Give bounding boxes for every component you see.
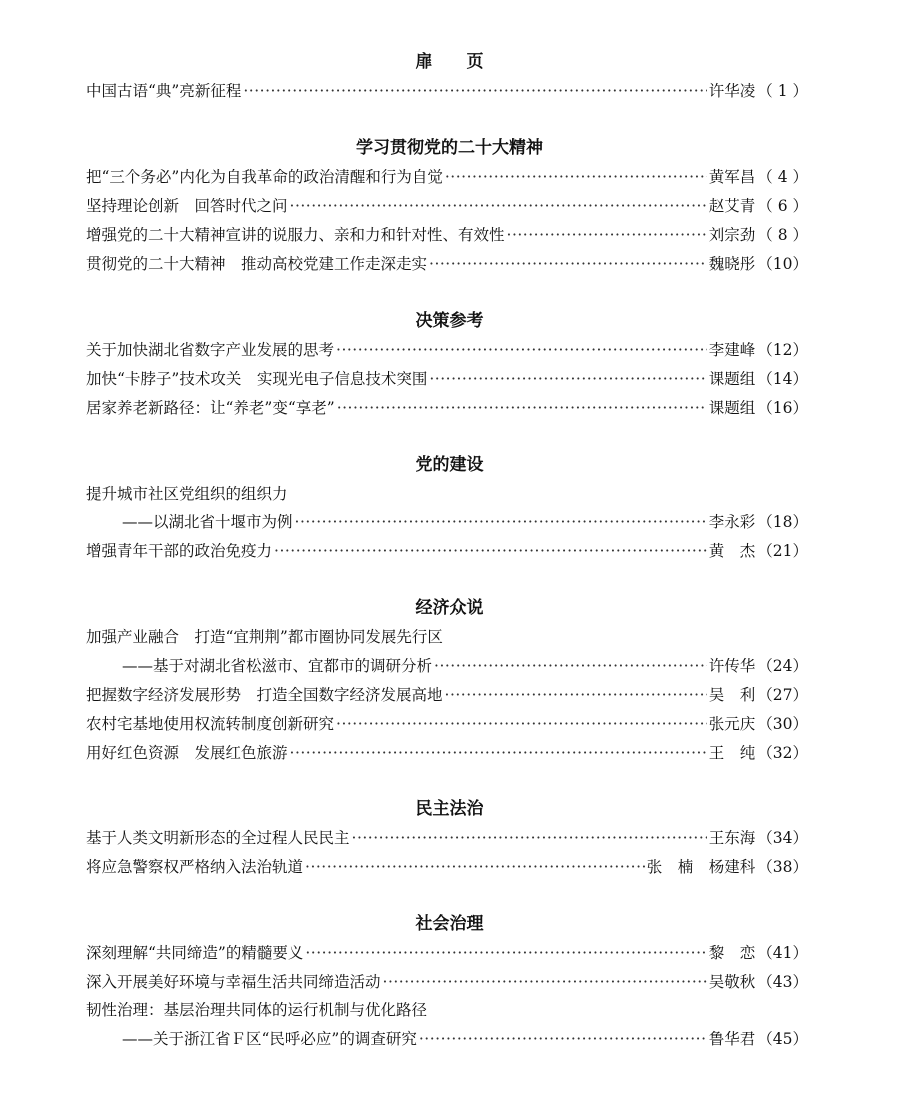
entry-author: 课题组 [708,399,756,417]
entry-author: 赵艾青 [708,197,756,215]
entry-page: （45） [757,1030,808,1048]
entry-subtitle: ——关于浙江省Ｆ区“民呼必应”的调查研究 [122,1030,417,1048]
dot-leader [290,193,707,219]
entry-page: （ 4 ） [757,168,808,186]
entry-author: 黄军昌 [708,168,756,186]
entry-author: 课题组 [708,370,756,388]
entry-title: 加快“卡脖子”技术攻关 实现光电子信息技术突围 [86,370,428,388]
entry-author: 黄 杰 [708,542,756,560]
entry-title: 贯彻党的二十大精神 推动高校党建工作走深走实 [86,255,428,273]
dot-leader [434,653,707,679]
entry-page: （32） [757,744,808,762]
section-title: 扉 页 [415,52,484,72]
dot-leader [429,251,707,277]
entry-author: 吴敬秋 [708,973,756,991]
dot-leader [352,825,707,851]
toc-entry[interactable] [86,538,808,564]
entry-page: （21） [757,542,808,560]
toc-entry[interactable] [86,366,808,392]
toc-entry[interactable] [86,193,808,219]
toc-entry[interactable] [86,395,808,421]
dot-leader [290,740,707,766]
entry-title: 中国古语“典”亮新征程 [86,82,242,100]
toc-entry[interactable] [86,740,808,766]
entry-page: （43） [757,973,808,991]
section-title: 学习贯彻党的二十大精神 [356,138,543,158]
section-title: 决策参考 [415,311,484,331]
entry-title-line1[interactable]: 韧性治理：基层治理共同体的运行机制与优化路径 [86,1001,428,1019]
entry-title-line1[interactable]: 加强产业融合 打造“宜荆荆”都市圈协同发展先行区 [86,628,443,646]
entry-author: 许华凌 [708,82,756,100]
entry-page: （ 8 ） [757,226,808,244]
toc-entry[interactable] [86,164,808,190]
entry-author: 王 纯 [708,744,756,762]
dot-leader [274,538,707,564]
entry-author: 黎 恋 [708,944,756,962]
entry-page: （30） [757,715,808,733]
toc-entry[interactable] [86,682,808,708]
entry-title: 深刻理解“共同缔造”的精髓要义 [86,944,304,962]
section-title: 经济众说 [415,598,484,618]
entry-title: 用好红色资源 发展红色旅游 [86,744,288,762]
entry-author: 张元庆 [708,715,756,733]
entry-page: （24） [757,657,808,675]
entry-title: 关于加快湖北省数字产业发展的思考 [86,341,335,359]
entry-page: （18） [757,513,808,531]
dot-leader [419,1026,707,1052]
toc-entry[interactable] [122,1026,808,1052]
toc-entry[interactable] [86,711,808,737]
entry-author: 吴 利 [708,686,756,704]
entry-title: 把握数字经济发展形势 打造全国数字经济发展高地 [86,686,443,704]
entry-page: （34） [757,829,808,847]
entry-page: （ 6 ） [757,197,808,215]
toc-entry[interactable] [86,222,808,248]
dot-leader [336,711,707,737]
dot-leader [445,682,707,708]
toc-entry[interactable] [86,337,808,363]
entry-page: （27） [757,686,808,704]
entry-author: 张 楠 杨建科 [646,858,756,876]
dot-leader [243,78,706,104]
entry-page: （10） [757,255,808,273]
toc-entry[interactable] [86,940,808,966]
section-title: 民主法治 [415,799,484,819]
toc-entry[interactable] [86,825,808,851]
entry-page: （16） [757,399,808,417]
section-title: 社会治理 [415,914,484,934]
dot-leader [295,509,707,535]
dot-leader [337,395,707,421]
entry-author: 李建峰 [708,341,756,359]
toc-entry[interactable] [86,854,808,880]
entry-title: 深入开展美好环境与幸福生活共同缔造活动 [86,973,381,991]
entry-page: （ 1 ） [757,82,808,100]
toc-entry[interactable] [122,653,808,679]
dot-leader [305,854,645,880]
entry-title: 基于人类文明新形态的全过程人民民主 [86,829,350,847]
dot-leader [429,366,706,392]
entry-page: （12） [757,341,808,359]
toc-entry[interactable] [86,251,808,277]
entry-title-line1[interactable]: 提升城市社区党组织的组织力 [86,485,288,503]
entry-title: 居家养老新路径：让“养老”变“享老” [86,399,335,417]
dot-leader [383,969,707,995]
entry-title: 把“三个务必”内化为自我革命的政治清醒和行为自觉 [86,168,443,186]
entry-title: 增强党的二十大精神宣讲的说服力、亲和力和针对性、有效性 [86,226,505,244]
section-title: 党的建设 [415,455,484,475]
dot-leader [305,940,706,966]
toc-entry[interactable] [86,78,808,104]
entry-title: 坚持理论创新 回答时代之问 [86,197,288,215]
toc-entry[interactable] [86,969,808,995]
entry-title: 增强青年干部的政治免疫力 [86,542,273,560]
dot-leader [336,337,707,363]
entry-subtitle: ——以湖北省十堰市为例 [122,513,293,531]
entry-page: （41） [757,944,808,962]
entry-title: 农村宅基地使用权流转制度创新研究 [86,715,335,733]
entry-subtitle: ——基于对湖北省松滋市、宜都市的调研分析 [122,657,433,675]
dot-leader [507,222,707,248]
entry-title: 将应急警察权严格纳入法治轨道 [86,858,304,876]
entry-author: 许传华 [708,657,756,675]
entry-author: 魏晓彤 [708,255,756,273]
entry-author: 王东海 [708,829,756,847]
entry-page: （38） [757,858,808,876]
entry-author: 鲁华君 [708,1030,756,1048]
toc-entry[interactable] [122,509,808,535]
dot-leader [445,164,707,190]
entry-author: 李永彩 [708,513,756,531]
entry-page: （14） [757,370,808,388]
entry-author: 刘宗劲 [708,226,756,244]
